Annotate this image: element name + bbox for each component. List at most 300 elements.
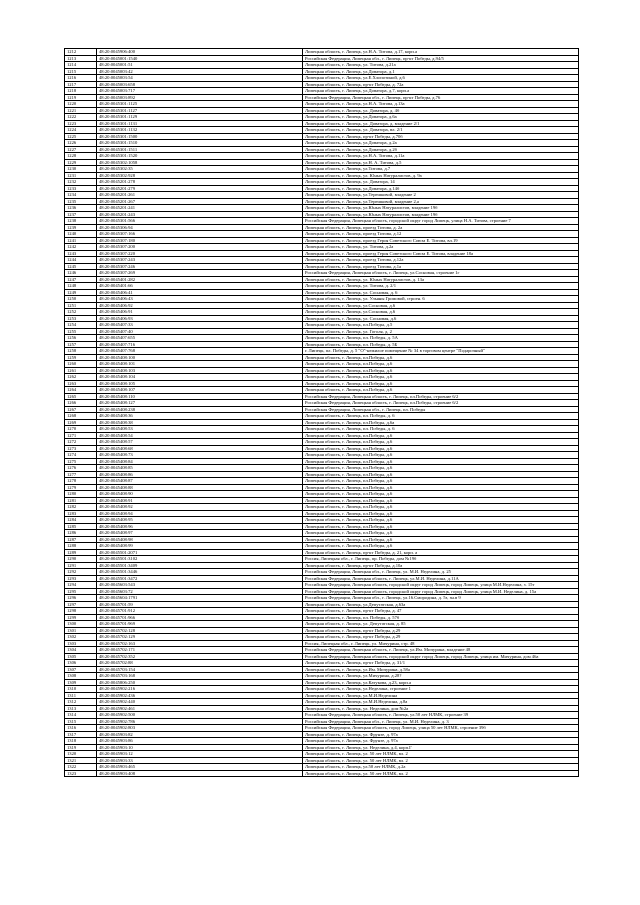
address-cell: Липецкая область, г. Липецк, пл.Победы, д.6	[303, 367, 579, 374]
cadastral-number-cell: 48:20:0045408:90	[97, 491, 303, 498]
address-cell: Липецкая область, г. Липецк, ул. Ульяны Громовой, строен. 6	[303, 296, 579, 303]
row-number-cell: 1240	[65, 231, 97, 238]
row-number-cell: 1245	[65, 263, 97, 270]
address-cell: Липецкая область, г. Липецк, пл.Победы, д.6	[303, 380, 579, 387]
row-number-cell: 1239	[65, 224, 97, 231]
address-cell: Липецкая область, г. Липецк, пл.Победы, д.6	[303, 523, 579, 530]
address-cell: Липецкая область, г. Липецк, пл.Победы, д.6	[303, 439, 579, 446]
address-cell: Липецкая область, г. Липецк, ул.Титова, д.7	[303, 166, 579, 173]
address-cell: Липецкая область, г. Липецк, ул. Юных Натуралистов, д. 9а	[303, 172, 579, 179]
document-page	[64, 48, 578, 777]
row-number-cell: 1221	[65, 107, 97, 114]
address-cell: Липецкая область, г. Липецк, пл.Победы, д.6	[303, 504, 579, 511]
row-number-cell: 1224	[65, 127, 97, 134]
cadastral-number-cell: 48:20:0045806:250	[97, 679, 303, 686]
row-number-cell: 1227	[65, 146, 97, 153]
cadastral-number-cell: 48:20:0045003:54	[97, 75, 303, 82]
row-number-cell: 1272	[65, 439, 97, 446]
cadastral-number-cell: 48:20:0045902:440	[97, 699, 303, 706]
cadastral-number-cell: 48:20:0045408:96	[97, 523, 303, 530]
row-number-cell: 1253	[65, 315, 97, 322]
address-cell: Российская Федерация, Липецкая область, г. Липецк, ул.М.И. Неделина, д.11А	[303, 575, 579, 582]
cadastral-number-cell: 48:20:0045408:91	[97, 497, 303, 504]
address-cell: г. Липецк, пл. Победы, д. 5 "О"-нежилое помещение № 34 в торговом центре "Подарочный"	[303, 348, 579, 355]
address-cell: Липецкая область, г. Липецк, пр-кт Победы, д. 47	[303, 608, 579, 615]
cadastral-number-cell: 48:20:0045408:105	[97, 380, 303, 387]
cadastral-number-cell: 48:20:0045902:436	[97, 692, 303, 699]
cadastral-number-cell: 48:20:0045701:966	[97, 614, 303, 621]
row-number-cell: 1299	[65, 614, 97, 621]
cadastral-number-cell: 48:20:0045702:171	[97, 647, 303, 654]
address-cell: Российская Федерация, Липецкая область, г. Липецк, ул.Сосновая, строение 1г	[303, 270, 579, 277]
cadastral-number-cell: 48:20:0045301:1500	[97, 133, 303, 140]
cadastral-number-cell: 48:20:0045408:110	[97, 393, 303, 400]
address-cell: Липецкая область, г. Липецк, ул.50 лет НЛМК, д.2а	[303, 764, 579, 771]
cadastral-number-cell: 48:20:0045703:168	[97, 673, 303, 680]
address-cell: Российская Федерация, Липецкая обл., г. Липецк, пр-кт Победы, д.76	[303, 94, 579, 101]
cadastral-number-cell: 48:20:0045408:87	[97, 478, 303, 485]
row-number-cell: 1321	[65, 757, 97, 764]
address-cell: Российская Федерация, Липецкая обл., г. Липецк, ул. М.И. Неделина, д. 3	[303, 718, 579, 725]
cadastral-number-cell: 48:20:0045408:53	[97, 426, 303, 433]
cadastral-number-cell: 48:20:0045501:3102	[97, 556, 303, 563]
cadastral-number-cell: 48:20:0045401:282	[97, 276, 303, 283]
cadastral-number-cell: 48:20:0045408:100	[97, 354, 303, 361]
address-cell: Российская Федерация, Липецкая область, городской округ город Липецк, город Липецк, улица М.И. Неделина, д. 15а	[303, 588, 579, 595]
row-number-cell: 1263	[65, 380, 97, 387]
address-cell: Липецкая область, г. Липецк, пл.Победы, д.6а	[303, 419, 579, 426]
address-cell: Липецкая область, г. Липецк, пр-кт Победы, д.10а	[303, 562, 579, 569]
cadastral-number-cell: 48:20:0045301:1125	[97, 101, 303, 108]
cadastral-number-cell: 48:20:0045301:1132	[97, 127, 303, 134]
cadastral-number-cell: 48:20:0045603:72	[97, 588, 303, 595]
address-cell: Липецкая область, г. Липецк, ул.Доватора, д.2а	[303, 140, 579, 147]
cadastral-number-cell: 48:20:0045604:1791	[97, 595, 303, 602]
row-number-cell: 1252	[65, 309, 97, 316]
row-number-cell: 1285	[65, 523, 97, 530]
cadastral-number-cell: 48:20:0045407:768	[97, 348, 303, 355]
cadastral-number-cell: 48:20:0045902:216	[97, 686, 303, 693]
row-number-cell: 1218	[65, 88, 97, 95]
address-cell: Липецкая область, г. Липецк, ул. Юных Натуралистов, д. 13а	[303, 276, 579, 283]
cadastral-number-cell: 48:20:0045408:104	[97, 374, 303, 381]
address-cell: Липецкая область, г. Липецк, пл.Победы, д.6	[303, 458, 579, 465]
address-cell: Российская Федерация, Липецкая обл., г. Липецк, пл. Победы	[303, 406, 579, 413]
cadastral-number-cell: 48:20:0045301:1131	[97, 120, 303, 127]
address-cell: Липецкая область, г. Липецк, ул. Доватора, д. 4б	[303, 107, 579, 114]
row-number-cell: 1241	[65, 237, 97, 244]
address-cell: Российская Федерация, Липецкая область, г. Липецк, ул.50 лет НЛМК, строение 39	[303, 712, 579, 719]
row-number-cell: 1278	[65, 478, 97, 485]
address-cell: Российская Федерация, Липецкая область, г. Липецк, пл.Победы, строение 6/2	[303, 400, 579, 407]
row-number-cell: 1229	[65, 159, 97, 166]
cadastral-number-cell: 48:20:0045902:786	[97, 718, 303, 725]
address-cell: Липецкая область, г. Липецк, ул.Доватора, д.7, корп.а	[303, 88, 579, 95]
row-number-cell: 1219	[65, 94, 97, 101]
row-number-cell: 1279	[65, 484, 97, 491]
cadastral-number-cell: 48:20:0045902:461	[97, 705, 303, 712]
row-number-cell: 1309	[65, 679, 97, 686]
address-cell: Липецкая область, г. Липецк, ул. Неделина, дом №2а	[303, 705, 579, 712]
cadastral-number-cell: 48:20:0045307:166	[97, 231, 303, 238]
row-number-cell: 1304	[65, 647, 97, 654]
cadastral-number-cell: 48:20:0045407:33	[97, 322, 303, 329]
cadastral-number-cell: 48:20:0045902:803	[97, 725, 303, 732]
cadastral-number-cell: 48:20:0045501:3409	[97, 562, 303, 569]
cadastral-number-cell: 48:20:0045408:73	[97, 452, 303, 459]
address-cell: Липецкая область, г. Липецк, пл.Победы, д.6	[303, 484, 579, 491]
cadastral-number-cell: 48:20:0045301:1520	[97, 153, 303, 160]
address-cell: Липецкая область, г. Липецк, пл.Победы, д.6	[303, 387, 579, 394]
cadastral-number-cell: 48:20:0045408:68	[97, 445, 303, 452]
address-cell: Липецкая область, г. Липецк, ул. Доватора, д. владение 2/1	[303, 120, 579, 127]
row-number-cell: 1287	[65, 536, 97, 543]
address-cell: Липецкая область, г. Липецк, ул.Сосновая, д.6	[303, 302, 579, 309]
address-cell: Липецкая область, г. Липецк, пл.Победы, д.6	[303, 536, 579, 543]
address-cell: Липецкая область, г. Липецк, ул.М.И.Неделина, д.8а	[303, 699, 579, 706]
cadastral-number-cell: 48:20:0045501:3446	[97, 569, 303, 576]
cadastral-number-cell: 48:20:0045307:220	[97, 250, 303, 257]
row-number-cell: 1235	[65, 198, 97, 205]
row-number-cell: 1247	[65, 276, 97, 283]
row-number-cell: 1242	[65, 244, 97, 251]
address-cell: Липецкая область, г. Липецк, ул. Депутатская, д. 85	[303, 621, 579, 628]
row-number-cell: 1215	[65, 68, 97, 75]
address-cell: Липецкая область, г. Липецк, пл. Победы, д. 57б	[303, 614, 579, 621]
address-cell: Липецкая область, г. Липецк, пл.Победы, д.6	[303, 491, 579, 498]
row-number-cell: 1234	[65, 192, 97, 199]
row-number-cell: 1254	[65, 322, 97, 329]
cadastral-number-cell: 48:20:0045401:66	[97, 283, 303, 290]
row-number-cell: 1280	[65, 491, 97, 498]
row-number-cell: 1318	[65, 738, 97, 745]
row-number-cell: 1220	[65, 101, 97, 108]
address-cell: Россия, Липецкая обл., г. Липецк, ул. Мичурина, стр. 48	[303, 640, 579, 647]
row-number-cell: 1291	[65, 562, 97, 569]
address-cell: Липецкая область, г. Липецк, пр-кт Победы, д. 72а	[303, 81, 579, 88]
row-number-cell: 1230	[65, 166, 97, 173]
row-number-cell: 1225	[65, 133, 97, 140]
address-cell: Липецкая область, г. Липецк, ул. Фрунзе, д. 97а	[303, 738, 579, 745]
address-cell: Липецкая область, г. Липецк, ул. Сосновая, д. 6	[303, 289, 579, 296]
address-cell: Липецкая область, г. Липецк, пл.Победы, д.6	[303, 445, 579, 452]
row-number-cell: 1306	[65, 660, 97, 667]
row-number-cell: 1277	[65, 471, 97, 478]
cadastral-number-cell: 48:20:0045001:1540	[97, 55, 303, 62]
row-number-cell: 1271	[65, 432, 97, 439]
row-number-cell: 1226	[65, 140, 97, 147]
address-cell: Липецкая область, г. Липецк, ул.Н.А. Титова, д.13а	[303, 101, 579, 108]
address-cell: Российская Федерация, Липецкая область, городской округ город Липецк, город Липецк, улица им. Мичурина, дом 46а	[303, 653, 579, 660]
cadastral-number-cell: 48:20:0045201:241	[97, 205, 303, 212]
cadastral-number-cell: 48:20:0045306:94	[97, 224, 303, 231]
row-number-cell: 1305	[65, 653, 97, 660]
cadastral-number-cell: 48:20:0045702:129	[97, 634, 303, 641]
row-number-cell: 1307	[65, 666, 97, 673]
address-cell: Липецкая область, г. Липецк, ул.Н.А. Титова, д.11а	[303, 153, 579, 160]
address-cell: Липецкая область, г. Липецк, пл.Победы, д.6	[303, 517, 579, 524]
row-number-cell: 1286	[65, 530, 97, 537]
cadastral-number-cell: 48:20:0045408:92	[97, 504, 303, 511]
cadastral-number-cell: 48:20:0045408:57	[97, 439, 303, 446]
row-number-cell: 1264	[65, 387, 97, 394]
cadastral-number-cell: 48:20:0045301:1127	[97, 107, 303, 114]
address-cell: Липецкая область, г. Липецк, ул.М.И.Неделина	[303, 692, 579, 699]
cadastral-number-cell: 48:20:0045408:98	[97, 536, 303, 543]
address-cell: Российская Федерация, Липецкая область, городской округ город Липецк, город Липецк, улица М.И.Неделина, з. 15т	[303, 582, 579, 589]
cadastral-number-cell: 48:20:0045702:163	[97, 640, 303, 647]
address-cell: Липецкая область, г. Липецк, пл.Победы, д.6	[303, 361, 579, 368]
row-number-cell: 1265	[65, 393, 97, 400]
row-number-cell: 1269	[65, 419, 97, 426]
cadastral-number-cell: 48:20:0045001:51	[97, 62, 303, 69]
row-number-cell: 1213	[65, 55, 97, 62]
address-cell: Липецкая область, г. Липецк, ул.Н. А. Титова, д.5	[303, 159, 579, 166]
row-number-cell: 1273	[65, 445, 97, 452]
row-number-cell: 1294	[65, 582, 97, 589]
cadastral-number-cell: 48:20:0045302:35	[97, 166, 303, 173]
address-cell: Липецкая область, г. Липецк, проезд Героя Советского Союза Е. Титова, вл.19	[303, 237, 579, 244]
address-cell: Липецкая область, г. Липецк, ул. 50 лет НЛМК, вл. 2	[303, 751, 579, 758]
row-number-cell: 1313	[65, 705, 97, 712]
cadastral-number-cell: 48:20:0045408:38	[97, 419, 303, 426]
row-number-cell: 1255	[65, 328, 97, 335]
cadastral-number-cell: 48:20:0045501:2071	[97, 549, 303, 556]
address-cell: Липецкая область, г. Липецк, ул.Катукова, д.23, корп.а	[303, 679, 579, 686]
address-cell: Липецкая область, г. Липецк, пр-кт Победы, д.70б	[303, 133, 579, 140]
cadastral-number-cell: 48:20:0045408:238	[97, 406, 303, 413]
row-number-cell: 1290	[65, 556, 97, 563]
cadastral-number-cell: 48:20:0045406:92	[97, 302, 303, 309]
row-number-cell: 1296	[65, 595, 97, 602]
row-number-cell: 1233	[65, 185, 97, 192]
row-number-cell: 1244	[65, 257, 97, 264]
row-number-cell: 1249	[65, 289, 97, 296]
row-number-cell: 1292	[65, 569, 97, 576]
cadastral-number-cell: 48:20:0045003:42	[97, 68, 303, 75]
cadastral-number-cell: 48:20:0045201:279	[97, 185, 303, 192]
address-cell: Липецкая область, г. Липецк, пл.Победы, д.6	[303, 465, 579, 472]
cadastral-number-cell: 48:20:0045307:243	[97, 257, 303, 264]
row-number-cell: 1262	[65, 374, 97, 381]
cadastral-number-cell: 48:20:0045003:658	[97, 81, 303, 88]
row-number-cell: 1246	[65, 270, 97, 277]
cadastral-number-cell: 48:20:0045701:912	[97, 608, 303, 615]
cadastral-number-cell: 48:20:0045407:716	[97, 341, 303, 348]
address-cell: Липецкая область, г. Липецк, ул.Им. Мичурина, д.58а	[303, 666, 579, 673]
cadastral-table	[64, 48, 579, 777]
address-cell: Липецкая область, г. Липецк, пл.Победы, д.6	[303, 543, 579, 550]
address-cell: Российская Федерация, Липецкая область, г. Липецк, ул.Им. Мичурина, владение 48	[303, 647, 579, 654]
cadastral-number-cell: 48:20:0045406:91	[97, 309, 303, 316]
cadastral-number-cell: 48:20:0045307:246	[97, 263, 303, 270]
cadastral-number-cell: 48:20:0045301:1511	[97, 146, 303, 153]
cadastral-number-cell: 48:20:0045903:10	[97, 744, 303, 751]
address-cell: Липецкая область, г. Липецк, проезд Титова, д.1а	[303, 263, 579, 270]
cadastral-number-cell: 48:20:0045407:655	[97, 335, 303, 342]
row-number-cell: 1275	[65, 458, 97, 465]
row-number-cell: 1238	[65, 218, 97, 225]
cadastral-number-cell: 48:20:0045406:93	[97, 315, 303, 322]
cadastral-number-cell: 48:20:0045702:128	[97, 627, 303, 634]
address-cell: Липецкая область, г. Липецк, ул.Доватора, д.2б	[303, 146, 579, 153]
address-cell: Липецкая область, г. Липецк, пл.Победы, д.6	[303, 374, 579, 381]
address-cell: Липецкая область, г. Липецк, пр-кт Победы, д.29	[303, 634, 579, 641]
address-cell: Липецкая область, г. Липецк, ул.Юных Натуралистов, владение 19б	[303, 211, 579, 218]
cadastral-number-cell: 48:20:0045408:88	[97, 484, 303, 491]
cadastral-number-cell: 48:20:0045301:1510	[97, 140, 303, 147]
row-number-cell: 1256	[65, 335, 97, 342]
row-number-cell: 1260	[65, 361, 97, 368]
row-number-cell: 1228	[65, 153, 97, 160]
cadastral-number-cell: 48:20:0045307:200	[97, 244, 303, 251]
row-number-cell: 1311	[65, 692, 97, 699]
cadastral-number-cell: 48:20:0045307:269	[97, 270, 303, 277]
cadastral-number-cell: 48:20:0045902:500	[97, 712, 303, 719]
row-number-cell: 1214	[65, 62, 97, 69]
row-number-cell: 1314	[65, 712, 97, 719]
address-cell: Липецкая область, г. Липецк, ул. 50 лет НЛМК, вл. 2	[303, 757, 579, 764]
cadastral-number-cell: 48:20:0045703:154	[97, 666, 303, 673]
row-number-cell: 1302	[65, 634, 97, 641]
row-number-cell: 1216	[65, 75, 97, 82]
address-cell: Липецкая область, г. Липецк, пл.Победы, д.6	[303, 497, 579, 504]
address-cell: Липецкая область, г. Липецк, пл.Победы, д.6	[303, 471, 579, 478]
cadastral-number-cell: 48:20:0045903:86	[97, 738, 303, 745]
address-cell: Липецкая область, г. Липецк, пл.Победы, д.6	[303, 510, 579, 517]
row-number-cell: 1317	[65, 731, 97, 738]
address-cell: Липецкая область, г. Липецк, ул.Терешковой, владение 2	[303, 192, 579, 199]
cadastral-number-cell: 48:20:0045406:41	[97, 289, 303, 296]
cadastral-number-cell: 48:20:0045906:400	[97, 49, 303, 56]
row-number-cell: 1295	[65, 588, 97, 595]
cadastral-number-cell: 48:20:0045603:543	[97, 582, 303, 589]
cadastral-number-cell: 48:20:0045408:103	[97, 367, 303, 374]
row-number-cell: 1257	[65, 341, 97, 348]
row-number-cell: 1298	[65, 608, 97, 615]
row-number-cell: 1288	[65, 543, 97, 550]
row-number-cell: 1316	[65, 725, 97, 732]
cadastral-number-cell: 48:20:0045501:3472	[97, 575, 303, 582]
table-body	[65, 49, 579, 777]
row-number-cell: 1289	[65, 549, 97, 556]
cadastral-number-cell: 48:20:0045408:84	[97, 458, 303, 465]
row-number-cell: 1284	[65, 517, 97, 524]
cadastral-number-cell: 48:20:0045408:86	[97, 471, 303, 478]
row-number-cell: 1236	[65, 205, 97, 212]
row-number-cell: 1301	[65, 627, 97, 634]
address-cell: Российская Федерация, Липецкая обл., г. Липецк, ул. М.И. Неделина, д. 25	[303, 569, 579, 576]
address-cell: Липецкая область, г. Липецк, ул.Депутатская, д.63а	[303, 601, 579, 608]
row-number-cell: 1320	[65, 751, 97, 758]
address-cell: Липецкая область, г. Липецк, ул. Доватора, вл. 2/1	[303, 127, 579, 134]
row-number-cell: 1223	[65, 120, 97, 127]
address-cell: Российская Федерация, Липецкая обл., г. Липецк, ул.16.Смородина, д. 5з, зн.в 9	[303, 595, 579, 602]
address-cell: Липецкая область, г. Липецк, пр-кт Победы, д. 21, корп. а	[303, 549, 579, 556]
cadastral-number-cell: 48:20:0045903:408	[97, 770, 303, 777]
address-cell: Липецкая область, г. Липецк, пр-кт Победы, д.29	[303, 627, 579, 634]
cadastral-number-cell: 48:20:0045201:278	[97, 179, 303, 186]
address-cell: Липецкая область, г. Липецк, ул.Юных Натуралистов, владение 19б	[303, 205, 579, 212]
row-number-cell: 1303	[65, 640, 97, 647]
row-number-cell: 1250	[65, 296, 97, 303]
address-cell: Липецкая область, г. Липецк, ул.Н.А. Титова, д.17, корп.а	[303, 49, 579, 56]
row-number-cell: 1300	[65, 621, 97, 628]
address-cell: Липецкая область, г. Липецк, ул. Титова, д. 2/1	[303, 283, 579, 290]
cadastral-number-cell: 48:20:0045408:127	[97, 400, 303, 407]
cadastral-number-cell: 48:20:0045307:180	[97, 237, 303, 244]
address-cell: Липецкая область, г. Липецк, ул.Неделина, строение 1	[303, 686, 579, 693]
cadastral-number-cell: 48:20:0045302:928	[97, 172, 303, 179]
cadastral-number-cell: 48:20:0045201:243	[97, 211, 303, 218]
address-cell: Липецкая область, г. Липецк, пл.Победы, д.6	[303, 530, 579, 537]
cadastral-number-cell: 48:20:0045201:267	[97, 198, 303, 205]
row-number-cell: 1232	[65, 179, 97, 186]
row-number-cell: 1274	[65, 452, 97, 459]
cadastral-number-cell: 48:20:0045702:88	[97, 660, 303, 667]
row-number-cell: 1237	[65, 211, 97, 218]
row-number-cell: 1312	[65, 699, 97, 706]
address-cell: Липецкая область, г. Липецк, ул.Доватора, д.1	[303, 68, 579, 75]
address-cell: Липецкая область, г. Липецк, пл.Победы, д.6	[303, 478, 579, 485]
cadastral-number-cell: 48:20:0045408:101	[97, 361, 303, 368]
address-cell: Липецкая область, г. Липецк, пл.Победы, д.6	[303, 452, 579, 459]
cadastral-number-cell: 48:20:0045003:717	[97, 88, 303, 95]
address-cell: Липецкая область, г. Липецк, ул.Доватора, д.6а	[303, 114, 579, 121]
address-cell: Липецкая область, г. Липецк, пл.Победы, д.6	[303, 432, 579, 439]
address-cell: Липецкая область, г. Липецк, пл. Победы, д. 5А	[303, 335, 579, 342]
row-number-cell: 1322	[65, 764, 97, 771]
address-cell: Липецкая область, г. Липецк, пл.Победы, д.5	[303, 322, 579, 329]
cadastral-number-cell: 48:20:0045408:36	[97, 413, 303, 420]
address-cell: Россия, Липецкая обл., г. Липецк, пр. Победы, дом №19б	[303, 556, 579, 563]
cadastral-number-cell: 48:20:0045201:261	[97, 192, 303, 199]
address-cell: Российская Федерация, Липецкая обл., г. Липецк, пр-кт Победы, д.94/5	[303, 55, 579, 62]
cadastral-number-cell: 48:20:0045903:465	[97, 764, 303, 771]
cadastral-number-cell: 48:20:0045408:54	[97, 432, 303, 439]
cadastral-number-cell: 48:20:0045903:12	[97, 751, 303, 758]
row-number-cell: 1243	[65, 250, 97, 257]
cadastral-number-cell: 48:20:0045301:1129	[97, 114, 303, 121]
address-cell: Липецкая область, г. Липецк, ул. Титова, д.2а	[303, 244, 579, 251]
address-cell: Липецкая область, г. Липецк, пл. Победы, д. 6	[303, 426, 579, 433]
row-number-cell: 1248	[65, 283, 97, 290]
address-cell: Липецкая область, г. Липецк, ул.Мичурина, д.28?	[303, 673, 579, 680]
row-number-cell: 1276	[65, 465, 97, 472]
cadastral-number-cell: 48:20:0045301:566	[97, 218, 303, 225]
cadastral-number-cell: 48:20:0045408:85	[97, 465, 303, 472]
cadastral-number-cell: 48:20:0045408:99	[97, 543, 303, 550]
address-cell: Липецкая область, г. Липецк, проезд Титова, д.12а	[303, 257, 579, 264]
cadastral-number-cell: 48:20:0045407:40	[97, 328, 303, 335]
table-row	[65, 770, 579, 777]
cadastral-number-cell: 48:20:0045701:59	[97, 601, 303, 608]
address-cell: Липецкая область, г. Липецк, проезд Титова, д.12	[303, 231, 579, 238]
row-number-cell: 1251	[65, 302, 97, 309]
row-number-cell: 1293	[65, 575, 97, 582]
cadastral-number-cell: 48:20:0045302:1058	[97, 159, 303, 166]
address-cell: Липецкая область, г. Липецк, ул. Гоголя, д. 2	[303, 328, 579, 335]
cadastral-number-cell: 48:20:0045903:33	[97, 757, 303, 764]
row-number-cell: 1261	[65, 367, 97, 374]
row-number-cell: 1222	[65, 114, 97, 121]
row-number-cell: 1231	[65, 172, 97, 179]
address-cell: Липецкая область, г. Липецк, ул. Неделина, д.4, корп.Г	[303, 744, 579, 751]
address-cell: Липецкая область, г. Липецк, проезд Героя Советского Союза Е. Титова, владение 18а	[303, 250, 579, 257]
cadastral-number-cell: 48:20:0045408:107	[97, 387, 303, 394]
row-number-cell: 1323	[65, 770, 97, 777]
row-number-cell: 1283	[65, 510, 97, 517]
